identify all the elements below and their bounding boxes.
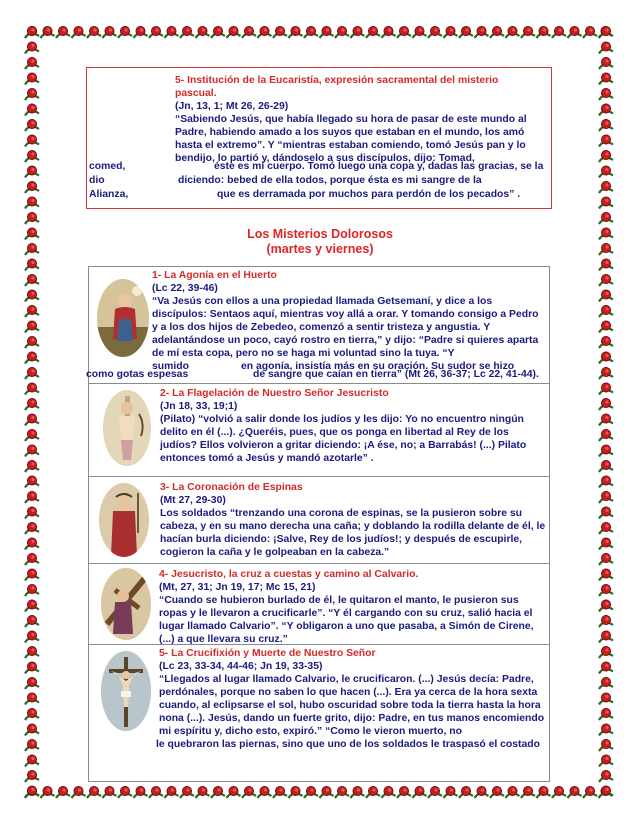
rose-ornament: [25, 755, 39, 767]
rose-ornament: [599, 708, 613, 720]
rose-ornament: [599, 212, 613, 224]
rose-ornament: [599, 538, 613, 550]
rose-ornament: [599, 290, 613, 302]
rose-ornament: [25, 708, 39, 720]
rose-ornament: [428, 786, 442, 798]
mystery-title: 1- La Agonía en el Huerto: [152, 270, 277, 281]
mystery-line: cogieron la caña y le golpeaban en la cabeza.”: [160, 547, 390, 558]
rose-ornament: [599, 429, 613, 441]
rose-ornament: [351, 26, 365, 38]
eucharist-text: [175, 74, 535, 165]
mystery-row-carrying-cross: [89, 564, 549, 645]
rose-ornament: [413, 26, 427, 38]
eucharist-row-right: diciendo: bebed de ella todos, porque ésta es mi sangre de la: [178, 175, 482, 186]
rose-ornament: [25, 88, 39, 100]
rose-ornament: [72, 26, 86, 38]
rose-ornament: [444, 26, 458, 38]
mystery-split-left: sumido: [152, 361, 189, 372]
rose-ornament: [413, 786, 427, 798]
rose-ornament: [25, 383, 39, 395]
rose-ornament: [25, 398, 39, 410]
rose-ornament: [180, 786, 194, 798]
mystery-line: “Va Jesús con ellos a una propiedad llamada Getsemaní, y dice a los: [152, 296, 493, 307]
rose-ornament: [599, 770, 613, 782]
mystery-line: mi espíritu y, dicho esto, expiró.” “Como le vieron muerto, no: [159, 726, 462, 737]
rose-ornament: [25, 181, 39, 193]
rose-ornament: [25, 631, 39, 643]
rose-ornament: [25, 166, 39, 178]
mystery-line: entonces tomó a Jesús y mandó azotarle” .: [160, 453, 374, 464]
rose-ornament: [382, 786, 396, 798]
carrying-cross-image: [101, 568, 151, 640]
mystery-line: y a los dos hijos de Zebedeo, comenzó a sentir tristeza y angustia. Y: [152, 322, 491, 333]
eucharist-row-right: que es derramada por muchos para perdón de los pecados” .: [217, 189, 521, 200]
rose-ornament: [475, 786, 489, 798]
mystery-line: perdónales, porque no saben lo que hacen (...). Era ya cerca de la hora sexta: [159, 687, 538, 698]
rose-ornament: [599, 755, 613, 767]
eucharist-line: “Sabiendo Jesús, que había llegado su hora de pasar de este mundo al: [175, 114, 527, 125]
rose-ornament: [25, 135, 39, 147]
mystery-reference: (Mt 27, 29-30): [160, 495, 226, 506]
rose-ornament: [227, 786, 241, 798]
rose-ornament: [25, 662, 39, 674]
rose-ornament: [506, 26, 520, 38]
heading-days: (martes y viernes): [266, 242, 374, 256]
rose-ornament: [25, 42, 39, 54]
rose-ornament: [87, 26, 101, 38]
rose-ornament: [41, 786, 55, 798]
rose-ornament: [25, 569, 39, 581]
rose-ornament: [103, 786, 117, 798]
rose-ornament: [41, 26, 55, 38]
rose-ornament: [25, 26, 39, 38]
decorative-border-bottom: [24, 784, 614, 800]
mystery-split-right: en agonía, insistía más en su oración. Su sudor se hizo: [241, 361, 515, 372]
rose-ornament: [599, 243, 613, 255]
eucharist-box: [86, 67, 552, 209]
rose-ornament: [599, 553, 613, 565]
rose-ornament: [428, 26, 442, 38]
rose-ornament: [25, 445, 39, 457]
agony-in-garden-image: [97, 279, 149, 357]
rose-ornament: [599, 414, 613, 426]
rose-ornament: [25, 429, 39, 441]
rose-ornament: [211, 786, 225, 798]
decorative-border-left: [24, 24, 40, 800]
rose-ornament: [180, 26, 194, 38]
rose-ornament: [258, 26, 272, 38]
sorrowful-mysteries-heading: [150, 227, 490, 257]
rose-ornament: [599, 569, 613, 581]
rose-ornament: [25, 259, 39, 271]
mystery-line: nona (...). Jesús, dando un fuerte grito, dijo: Padre, en tus manos encomiendo: [159, 713, 545, 724]
rose-ornament: [196, 26, 210, 38]
rose-ornament: [242, 786, 256, 798]
mystery-line: Los soldados “trenzando una corona de espinas, se la pusieron sobre su: [160, 508, 523, 519]
rose-ornament: [599, 197, 613, 209]
rose-ornament: [475, 26, 489, 38]
rose-ornament: [599, 398, 613, 410]
rose-ornament: [227, 26, 241, 38]
rose-ornament: [25, 243, 39, 255]
rose-ornament: [599, 104, 613, 116]
rose-ornament: [25, 228, 39, 240]
rose-ornament: [599, 352, 613, 364]
rose-ornament: [118, 786, 132, 798]
rose-ornament: [25, 770, 39, 782]
rose-ornament: [599, 367, 613, 379]
eucharist-row-right: éste es mi cuerpo. Tomó luego una copa y, dadas las gracias, se la: [214, 161, 544, 172]
mystery-text: [152, 269, 547, 373]
rose-ornament: [242, 26, 256, 38]
rose-ornament: [599, 677, 613, 689]
rose-ornament: [25, 507, 39, 519]
rose-ornament: [25, 119, 39, 131]
eucharist-reference: (Jn, 13, 1; Mt 26, 26-29): [175, 101, 289, 112]
rose-ornament: [25, 615, 39, 627]
rose-ornament: [304, 786, 318, 798]
rose-ornament: [25, 538, 39, 550]
rose-ornament: [599, 693, 613, 705]
mystery-title: 2- La Flagelación de Nuestro Señor Jesucristo: [160, 388, 389, 399]
rose-ornament: [366, 786, 380, 798]
mystery-line: “Llegados al lugar llamado Calvario, le crucificaron. (...) Jesús decía: Padre,: [159, 674, 534, 685]
rose-ornament: [397, 26, 411, 38]
rose-ornament: [599, 724, 613, 736]
mystery-line: adelantándose un poco, cayó rostro en tierra,” y dijo: “Padre si quieres aparta: [152, 335, 539, 346]
rose-ornament: [599, 522, 613, 534]
rose-ornament: [165, 786, 179, 798]
rose-ornament: [382, 26, 396, 38]
rose-ornament: [273, 26, 287, 38]
rose-ornament: [25, 150, 39, 162]
rose-ornament: [56, 786, 70, 798]
mystery-line: (...) a que llevara su cruz.”: [159, 634, 288, 645]
eucharist-line: Padre, habiendo amado a los suyos que estaban en el mundo, los amó: [175, 127, 525, 138]
rose-ornament: [25, 104, 39, 116]
rose-ornament: [599, 786, 613, 798]
rose-ornament: [599, 150, 613, 162]
mystery-text: [156, 647, 548, 751]
rose-ornament: [25, 352, 39, 364]
rose-ornament: [320, 26, 334, 38]
rose-ornament: [599, 491, 613, 503]
mystery-title: 5- La Crucifixión y Muerte de Nuestro Señor: [159, 648, 376, 659]
mystery-text: [159, 568, 547, 646]
rose-ornament: [25, 212, 39, 224]
rose-ornament: [72, 786, 86, 798]
mystery-line: hacían burla diciendo: ¡Salve, Rey de los judíos!; y después de escupirle,: [160, 534, 523, 545]
decorative-border-top: [24, 24, 614, 40]
rose-ornament: [490, 786, 504, 798]
mystery-outer-line: [86, 368, 188, 381]
mystery-row-agony: [89, 267, 549, 384]
rose-ornament: [25, 274, 39, 286]
mystery-line: cuando, al eclipsarse el sol, hubo oscuridad sobre toda la tierra hasta la hora: [159, 700, 541, 711]
rose-ornament: [25, 57, 39, 69]
rose-ornament: [490, 26, 504, 38]
rose-ornament: [273, 786, 287, 798]
mystery-outer-line: [253, 368, 539, 381]
rose-ornament: [25, 367, 39, 379]
rose-ornament: [25, 693, 39, 705]
mystery-line: judíos? Ellos volvieron a gritar diciendo: ¡A ése, no; a Barrabás! (...) Pilato: [160, 440, 527, 451]
rose-ornament: [599, 336, 613, 348]
rose-ornament: [599, 460, 613, 472]
rose-ornament: [583, 786, 597, 798]
mystery-outer-left: como gotas espesas: [86, 369, 189, 380]
mystery-reference: (Lc 22, 39-46): [152, 283, 218, 294]
rose-ornament: [25, 491, 39, 503]
rose-ornament: [25, 646, 39, 658]
heading-title: Los Misterios Dolorosos: [247, 227, 393, 241]
eucharist-title: 5- Institución de la Eucaristía, expresión sacramental del misterio pascual.: [175, 75, 499, 99]
rose-ornament: [599, 321, 613, 333]
rose-ornament: [599, 166, 613, 178]
rose-ornament: [25, 522, 39, 534]
eucharist-line: hasta el extremo”. Y “mientras estaban comiendo, tomó Jesús pan y lo: [175, 140, 526, 151]
crucifixion-image: [101, 651, 151, 731]
rose-ornament: [87, 786, 101, 798]
mystery-line: ropas y le llevaron a crucificarle”. “Y él cargando con su cruz, salió hacia el: [159, 608, 533, 619]
rose-ornament: [25, 677, 39, 689]
rose-ornament: [599, 507, 613, 519]
mystery-line: de mí esta copa, pero no se haga mi voluntad sino la tuya. “Y: [152, 348, 455, 359]
rose-ornament: [25, 584, 39, 596]
rose-ornament: [25, 460, 39, 472]
rose-ornament: [149, 786, 163, 798]
rose-ornament: [599, 259, 613, 271]
eucharist-row-left: comed,: [89, 161, 126, 172]
rose-ornament: [537, 26, 551, 38]
rose-ornament: [599, 445, 613, 457]
mysteries-table: [88, 266, 550, 782]
rose-ornament: [599, 26, 613, 38]
rose-ornament: [599, 615, 613, 627]
rose-ornament: [506, 786, 520, 798]
rose-ornament: [459, 786, 473, 798]
eucharist-row-left: dio: [89, 175, 105, 186]
mystery-row-scourging: [89, 384, 549, 477]
rose-ornament: [25, 305, 39, 317]
rose-ornament: [599, 42, 613, 54]
scourging-image: [103, 390, 151, 466]
rose-ornament: [335, 26, 349, 38]
eucharist-row-left: Alianza,: [89, 189, 129, 200]
rose-ornament: [583, 26, 597, 38]
rose-ornament: [351, 786, 365, 798]
rose-ornament: [134, 786, 148, 798]
rose-ornament: [366, 26, 380, 38]
mystery-row-crucifixion: [89, 645, 549, 780]
rose-ornament: [25, 476, 39, 488]
rose-ornament: [521, 26, 535, 38]
rose-ornament: [258, 786, 272, 798]
rose-ornament: [552, 26, 566, 38]
rose-ornament: [25, 786, 39, 798]
rose-ornament: [459, 26, 473, 38]
rose-ornament: [335, 786, 349, 798]
rose-ornament: [25, 553, 39, 565]
mystery-title: 4- Jesucristo, la cruz a cuestas y camino al Calvario.: [159, 569, 419, 580]
rose-ornament: [599, 631, 613, 643]
rose-ornament: [25, 321, 39, 333]
rose-ornament: [599, 305, 613, 317]
mystery-line: delito en él (...). ¿Queréis, pues, que os ponga en libertad al Rey de los: [160, 427, 509, 438]
rose-ornament: [537, 786, 551, 798]
mystery-text: [160, 481, 548, 559]
mystery-reference: (Mt, 27, 31; Jn 19, 17; Mc 15, 21): [159, 582, 316, 593]
rose-ornament: [599, 135, 613, 147]
mystery-line: le quebraron las piernas, sino que uno de los soldados le traspasó el costado: [156, 739, 540, 750]
rose-ornament: [25, 739, 39, 751]
mystery-line: (Pilato) “volvió a salir donde los judíos y les dijo: Yo no encuentro ningún: [160, 414, 524, 425]
rose-ornament: [599, 73, 613, 85]
mystery-line: lugar llamado Calvario”. “Y obligaron a uno que pasaba, a Simón de Cirene,: [159, 621, 534, 632]
mystery-title: 3- La Coronación de Espinas: [160, 482, 303, 493]
mystery-line: cabeza, y en su mano derecha una caña; y doblando la rodilla delante de él, le: [160, 521, 546, 532]
rose-ornament: [320, 786, 334, 798]
rose-ornament: [568, 26, 582, 38]
rose-ornament: [25, 414, 39, 426]
rose-ornament: [134, 26, 148, 38]
rose-ornament: [118, 26, 132, 38]
rose-ornament: [521, 786, 535, 798]
rose-ornament: [599, 57, 613, 69]
rose-ornament: [599, 739, 613, 751]
mystery-reference: (Jn 18, 33, 19;1): [160, 401, 238, 412]
rose-ornament: [568, 786, 582, 798]
decorative-border-right: [598, 24, 614, 800]
rose-ornament: [103, 26, 117, 38]
rose-ornament: [397, 786, 411, 798]
rose-ornament: [599, 274, 613, 286]
rose-ornament: [56, 26, 70, 38]
rose-ornament: [25, 724, 39, 736]
crowning-with-thorns-image: [99, 483, 149, 557]
mystery-row-crowning: [89, 477, 549, 564]
rose-ornament: [599, 476, 613, 488]
rose-ornament: [599, 600, 613, 612]
rose-ornament: [599, 181, 613, 193]
rose-ornament: [25, 600, 39, 612]
rose-ornament: [25, 197, 39, 209]
rose-ornament: [599, 383, 613, 395]
rose-ornament: [196, 786, 210, 798]
mystery-reference: (Lc 23, 33-34, 44-46; Jn 19, 33-35): [159, 661, 323, 672]
rose-ornament: [599, 228, 613, 240]
rose-ornament: [599, 584, 613, 596]
mystery-text: [160, 387, 546, 465]
rose-ornament: [289, 26, 303, 38]
mystery-line: “Cuando se hubieron burlado de él, le quitaron el manto, le pusieron sus: [159, 595, 519, 606]
rose-ornament: [444, 786, 458, 798]
rose-ornament: [165, 26, 179, 38]
eucharist-line: bendijo, lo partió y, dándoselo a sus discípulos, dijo: Tomad,: [175, 153, 475, 164]
rose-ornament: [599, 646, 613, 658]
rose-ornament: [304, 26, 318, 38]
rose-ornament: [599, 662, 613, 674]
rose-ornament: [25, 336, 39, 348]
mystery-outer-right: de sangre que caían en tierra” (Mt 26, 36-37; Lc 22, 41-44).: [253, 369, 539, 380]
rose-ornament: [211, 26, 225, 38]
rose-ornament: [25, 290, 39, 302]
rose-ornament: [552, 786, 566, 798]
rose-ornament: [599, 88, 613, 100]
rose-ornament: [149, 26, 163, 38]
mystery-line: discípulos: Sentaos aquí, mientras voy allá a orar. Y tomando consigo a Pedro: [152, 309, 539, 320]
rose-ornament: [599, 119, 613, 131]
rose-ornament: [289, 786, 303, 798]
rose-ornament: [25, 73, 39, 85]
